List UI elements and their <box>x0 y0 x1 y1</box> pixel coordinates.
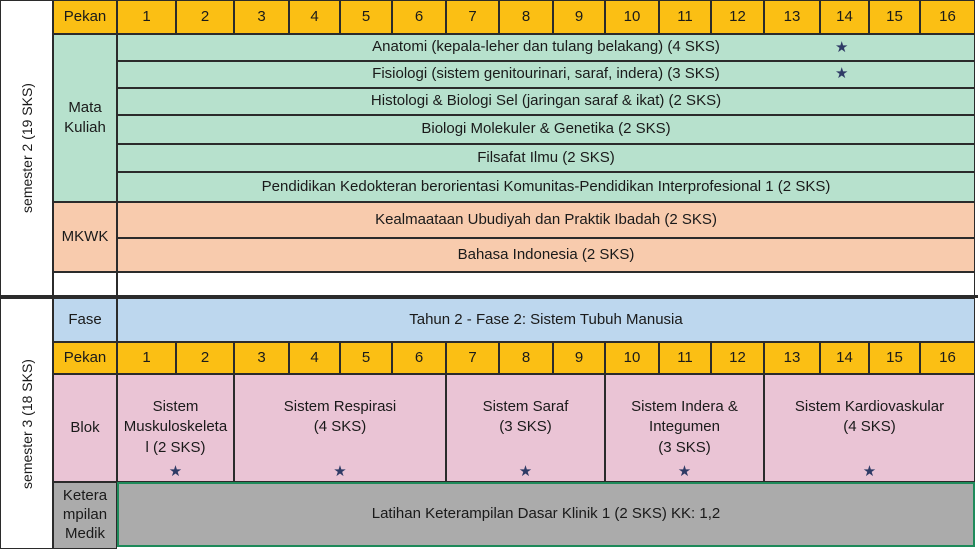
star-icon: ★ <box>168 463 183 480</box>
week-12-header: 12 <box>711 0 764 34</box>
week-11-header: 11 <box>659 342 711 374</box>
mkwk-label: MKWK <box>53 202 117 272</box>
label-line: Ketera <box>62 487 108 505</box>
week-8-header: 8 <box>499 0 553 34</box>
block-saraf <box>446 374 605 482</box>
week-16-header: 16 <box>920 342 975 374</box>
week-2-header: 2 <box>176 0 234 34</box>
star-icon: ★ <box>835 39 849 56</box>
week-3-header: 3 <box>234 0 289 34</box>
week-6-header: 6 <box>392 342 446 374</box>
week-7-header: 7 <box>446 342 499 374</box>
week-15-header: 15 <box>869 342 920 374</box>
block-line: Sistem Indera & <box>631 398 738 415</box>
course-name: Biologi Molekuler & Genetika (2 SKS) <box>421 120 671 138</box>
semester-3-label: semester 3 (18 SKS) <box>0 298 53 549</box>
block-kardiovaskular <box>764 374 975 482</box>
week-9-header: 9 <box>553 342 605 374</box>
week-14-header: 14 <box>820 342 869 374</box>
block-line: (4 SKS) <box>843 418 896 436</box>
course-filsafat-ilmu <box>117 144 975 172</box>
course-pkbk-ipe <box>117 172 975 202</box>
block-indera-integumen <box>605 374 764 482</box>
week-4-header: 4 <box>289 0 340 34</box>
block-muskuloskeletal <box>117 374 234 482</box>
blok-label: Blok <box>53 374 117 482</box>
week-2-header: 2 <box>176 342 234 374</box>
week-16-header: 16 <box>920 0 975 34</box>
block-line: Muskuloskeleta <box>123 418 228 436</box>
keterampilan-medik-label <box>53 482 117 549</box>
star-icon: ★ <box>518 463 533 480</box>
week-12-header: 12 <box>711 342 764 374</box>
week-header-label: Pekan <box>53 342 117 374</box>
week-3-header: 3 <box>234 342 289 374</box>
week-5-header: 5 <box>340 0 392 34</box>
empty-row <box>117 272 975 296</box>
block-line: Integumen <box>649 418 720 436</box>
course-bahasa-indonesia <box>117 238 975 272</box>
star-icon: ★ <box>835 65 849 82</box>
week-4-header: 4 <box>289 342 340 374</box>
course-name: Kealmaataan Ubudiyah dan Praktik Ibadah (2 SKS) <box>375 210 717 228</box>
mata-kuliah-label: Mata Kuliah <box>53 34 117 202</box>
empty-cell <box>53 272 117 296</box>
label-line: Medik <box>64 524 105 542</box>
week-5-header: 5 <box>340 342 392 374</box>
block-respirasi <box>234 374 446 482</box>
course-name: Fisiologi (sistem genitourinari, saraf, indera) (3 SKS) <box>372 65 720 83</box>
star-icon: ★ <box>677 463 692 480</box>
semester-2-label: semester 2 (19 SKS) <box>0 0 53 296</box>
course-name: Bahasa Indonesia (2 SKS) <box>457 245 635 263</box>
keterampilan-medik-value: Latihan Keterampilan Dasar Klinik 1 (2 SKS) KK: 1,2 <box>117 482 975 547</box>
course-histologi <box>117 88 975 115</box>
block-line: (3 SKS) <box>658 438 711 456</box>
course-kealmaataan <box>117 202 975 238</box>
course-name: Anatomi (kepala-leher dan tulang belakang) (4 SKS) <box>372 38 720 56</box>
block-line: l (2 SKS) <box>145 438 206 456</box>
block-line: Sistem <box>152 398 199 415</box>
week-9-header: 9 <box>553 0 605 34</box>
course-name: Filsafat Ilmu (2 SKS) <box>477 148 615 166</box>
week-10-header: 10 <box>605 342 659 374</box>
week-1-header: 1 <box>117 0 176 34</box>
week-header-label: Pekan <box>53 0 117 34</box>
week-1-header: 1 <box>117 342 176 374</box>
week-13-header: 13 <box>764 342 820 374</box>
week-11-header: 11 <box>659 0 711 34</box>
week-10-header: 10 <box>605 0 659 34</box>
star-icon: ★ <box>333 463 347 480</box>
star-icon: ★ <box>862 463 877 480</box>
course-biologi-molekuler <box>117 115 975 144</box>
week-14-header: 14 <box>820 0 869 34</box>
week-15-header: 15 <box>869 0 920 34</box>
fase-value: Tahun 2 - Fase 2: Sistem Tubuh Manusia <box>117 298 975 342</box>
week-7-header: 7 <box>446 0 499 34</box>
block-line: Sistem Kardiovaskular <box>794 398 945 415</box>
week-8-header: 8 <box>499 342 553 374</box>
week-13-header: 13 <box>764 0 820 34</box>
block-line: Sistem Respirasi <box>283 398 397 415</box>
course-name: Histologi & Biologi Sel (jaringan saraf & ikat) (2 SKS) <box>370 92 722 110</box>
week-6-header: 6 <box>392 0 446 34</box>
fase-label: Fase <box>53 298 117 342</box>
block-line: Sistem Saraf <box>482 398 569 415</box>
block-line: (3 SKS) <box>499 418 552 436</box>
label-line: mpilan <box>62 506 108 524</box>
block-line: (4 SKS) <box>313 418 367 436</box>
course-name: Pendidikan Kedokteran berorientasi Komunitas-Pendidikan Interprofesional 1 (2 SKS) <box>261 177 831 195</box>
